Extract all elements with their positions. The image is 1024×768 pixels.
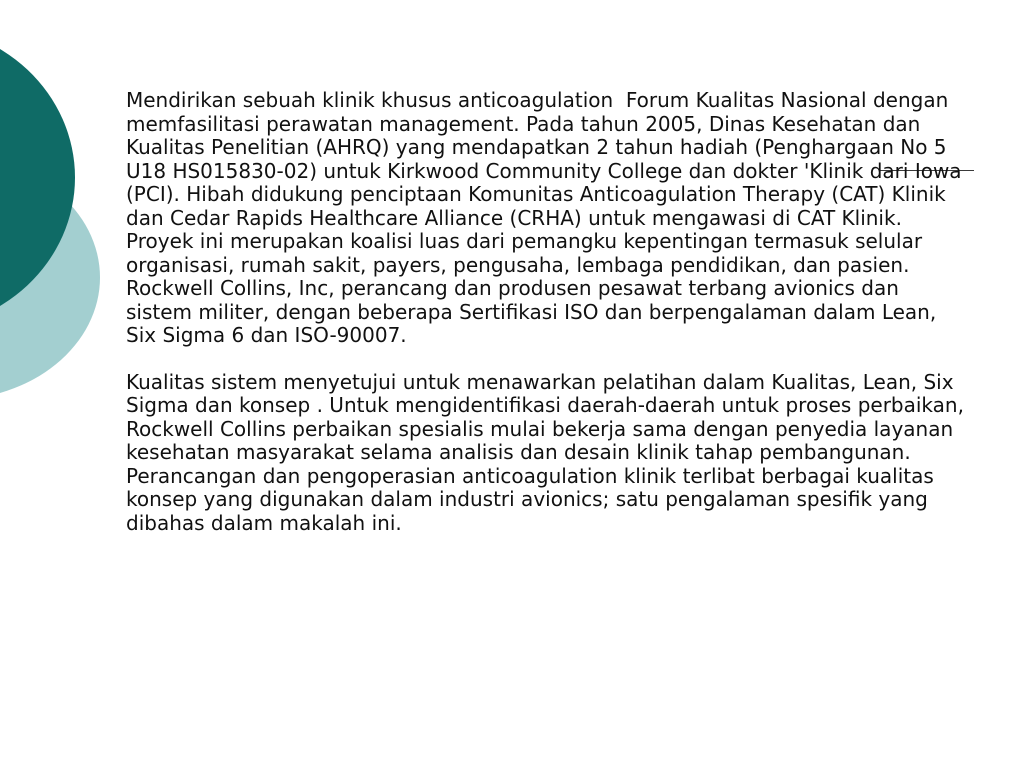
paragraph-2: Kualitas sistem menyetujui untuk menawarkan pelatihan dalam Kualitas, Lean, Six Sigma dan konsep . Untuk mengidentifikasi daerah-daerah untuk proses perbaikan, Rockwell Collins perbaikan spesialis mulai bekerja sama dengan penyedia layanan kesehatan masyarakat selama analisis dan desain klinik tahap pembangunan. Perancangan dan pengoperasian anticoagulation klinik terlibat berbagai kualitas konsep yang digunakan dalam industri avionics; satu pengalaman spesifik yang dibahas dalam makalah ini.	[126, 369, 971, 535]
slide-body	[126, 88, 971, 558]
paragraph-1: Mendirikan sebuah klinik khusus anticoagulation Forum Kualitas Nasional dengan memfasilitasi perawatan management. Pada tahun 2005, Dinas Kesehatan dan Kualitas Penelitian (AHRQ) yang mendapatkan 2 tahun hadiah (Penghargaan No 5 U18 HS015830-02) untuk Kirkwood Community College dan dokter 'Klinik dari Iowa (PCI). Hibah didukung penciptaan Komunitas Anticoagulation Therapy (CAT) Klinik dan Cedar Rapids Healthcare Alliance (CRHA) untuk mengawasi di CAT Klinik. Proyek ini merupakan koalisi luas dari pemangku kepentingan termasuk selular organisasi, rumah sakit, payers, pengusaha, lembaga pendidikan, dan pasien. Rockwell Collins, Inc, perancang dan produsen pesawat terbang avionics dan sistem militer, dengan beberapa Sertifikasi ISO dan berpengalaman dalam Lean, Six Sigma 6 dan ISO-90007.	[126, 88, 968, 347]
